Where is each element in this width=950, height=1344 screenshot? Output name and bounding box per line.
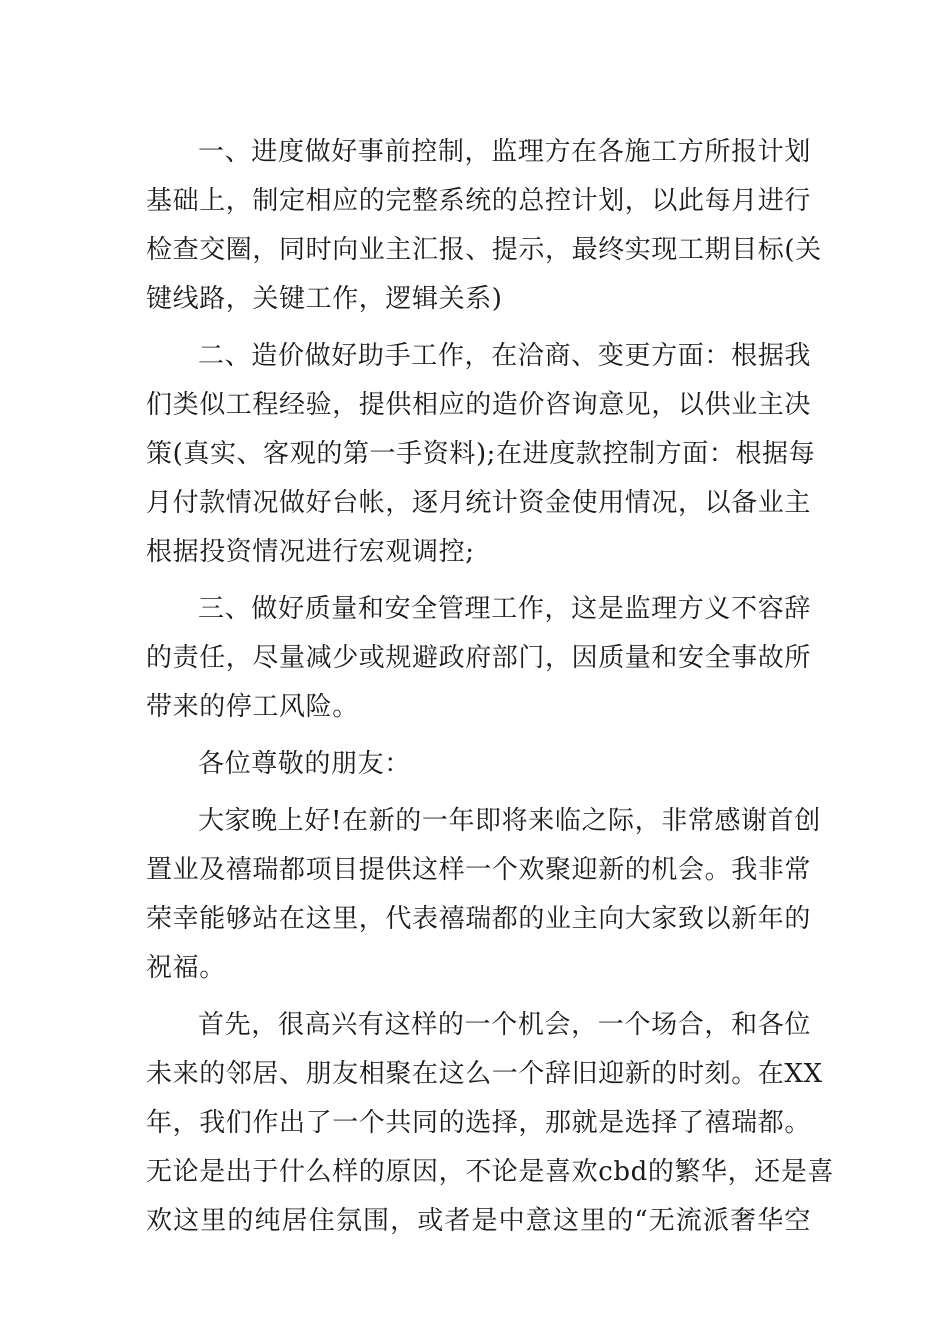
- paragraph-6-line-4: 无论是出于什么样的原因，不论是喜欢cbd的繁华，还是喜: [146, 1157, 835, 1187]
- paragraph-1-line-4: 键线路，关键工作，逻辑关系): [146, 284, 503, 314]
- paragraph-5-line-2: 置业及禧瑞都项目提供这样一个欢聚迎新的机会。我非常: [146, 855, 812, 885]
- paragraph-1-line-2: 基础上，制定相应的完整系统的总控计划，以此每月进行: [146, 186, 812, 216]
- paragraph-6-line-1: 首先，很高兴有这样的一个机会，一个场合，和各位: [198, 1010, 811, 1040]
- paragraph-3-line-1: 三、做好质量和安全管理工作，这是监理方义不容辞: [198, 594, 811, 624]
- paragraph-2-line-3: 策(真实、客观的第一手资料);在进度款控制方面：根据每: [146, 439, 816, 469]
- paragraph-3-line-3: 带来的停工风险。: [146, 692, 359, 722]
- paragraph-2-line-1: 二、造价做好助手工作，在洽商、变更方面：根据我: [198, 341, 811, 371]
- paragraph-6-line-2: 未来的邻居、朋友相聚在这么一个辞旧迎新的时刻。在XX: [146, 1059, 823, 1089]
- paragraph-2-line-5: 根据投资情况进行宏观调控;: [146, 537, 475, 567]
- paragraph-1-line-3: 检查交圈，同时向业主汇报、提示，最终实现工期目标(关: [146, 235, 822, 265]
- salutation: 各位尊敬的朋友：: [198, 749, 411, 779]
- paragraph-2-line-4: 月付款情况做好台帐，逐月统计资金使用情况，以备业主: [146, 488, 812, 518]
- paragraph-6-line-3: 年，我们作出了一个共同的选择，那就是选择了禧瑞都。: [146, 1108, 812, 1138]
- paragraph-6-line-5: 欢这里的纯居住氛围，或者是中意这里的“无流派奢华空: [146, 1206, 811, 1236]
- paragraph-5-line-3: 荣幸能够站在这里，代表禧瑞都的业主向大家致以新年的: [146, 904, 812, 934]
- document-body: [146, 128, 835, 1246]
- paragraph-2-line-2: 们类似工程经验，提供相应的造价咨询意见，以供业主决: [146, 390, 812, 420]
- paragraph-5-line-4: 祝福。: [146, 953, 226, 983]
- paragraph-5-line-1: 大家晚上好!在新的一年即将来临之际，非常感谢首创: [198, 806, 821, 836]
- paragraph-3-line-2: 的责任，尽量减少或规避政府部门，因质量和安全事故所: [146, 643, 812, 673]
- paragraph-1-line-1: 一、进度做好事前控制，监理方在各施工方所报计划: [198, 137, 811, 167]
